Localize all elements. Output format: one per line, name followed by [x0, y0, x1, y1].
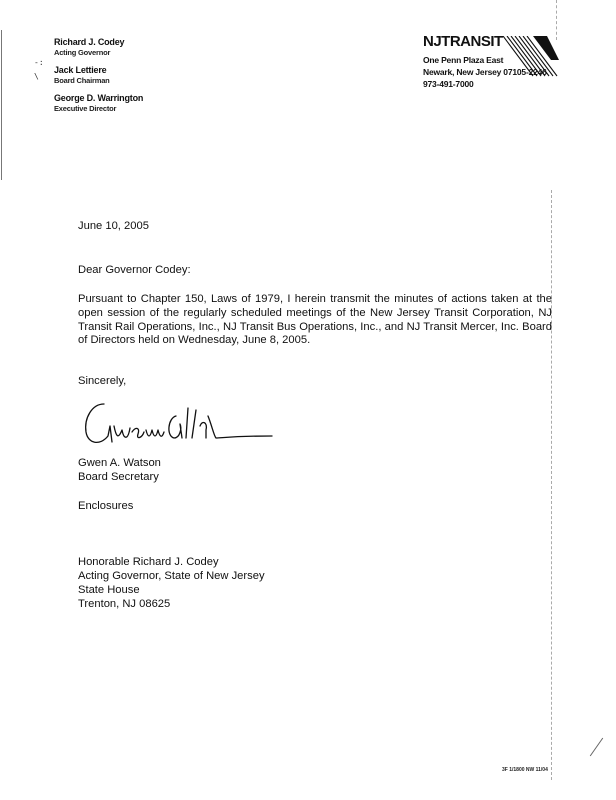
official-name: Richard J. Codey: [54, 37, 125, 47]
scan-mark: [590, 738, 603, 757]
official-name: George D. Warrington: [54, 93, 144, 103]
official-title: Board Chairman: [54, 76, 110, 85]
logo-wordmark: NJTRANSIT: [423, 33, 503, 50]
scan-mark: \: [34, 72, 39, 81]
closing: Sincerely,: [78, 375, 127, 387]
official-title: Acting Governor: [54, 48, 111, 57]
scan-mark: -:: [34, 58, 44, 67]
official-name: Jack Lettiere: [54, 65, 107, 75]
letterhead-address: [423, 54, 547, 90]
addressee-line: Trenton, NJ 08625: [78, 598, 171, 610]
signer-name: Gwen A. Watson: [78, 457, 161, 469]
signer-title: Board Secretary: [78, 471, 159, 483]
scan-edge-line: [1, 30, 2, 180]
official-entry: [54, 37, 143, 58]
addressee-line: Honorable Richard J. Codey: [78, 556, 219, 568]
address-line: One Penn Plaza East: [423, 55, 504, 65]
letter-date: June 10, 2005: [78, 220, 149, 232]
salutation: Dear Governor Codey:: [78, 264, 191, 276]
addressee-block: [78, 555, 558, 611]
scan-dash-right: [551, 190, 552, 780]
letter-body: Pursuant to Chapter 150, Laws of 1979, I herein transmit the minutes of actions taken at the open session of the regularly scheduled meetings of the New Jersey Transit Corporation, NJ Transit Rail Operations, Inc., NJ Transit Bus Operations, Inc., and NJ Transit Mercer, Inc. Board of Directors held on Wednesday, June 8, 2005.: [78, 293, 552, 347]
addressee-line: State House: [78, 584, 140, 596]
official-entry: [54, 93, 143, 114]
official-title: Executive Director: [54, 104, 117, 113]
address-line: Newark, New Jersey 07105-2246: [423, 67, 547, 77]
official-entry: [54, 65, 143, 86]
phone-number: 973-491-7000: [423, 79, 474, 89]
handwritten-signature: [82, 396, 282, 454]
addressee-line: Acting Governor, State of New Jersey: [78, 570, 265, 582]
enclosures-note: Enclosures: [78, 500, 134, 512]
scan-dash-top: [556, 0, 557, 40]
officials-list: [54, 37, 143, 121]
form-code: 3F 1/1800 NW 11/04: [502, 767, 548, 773]
